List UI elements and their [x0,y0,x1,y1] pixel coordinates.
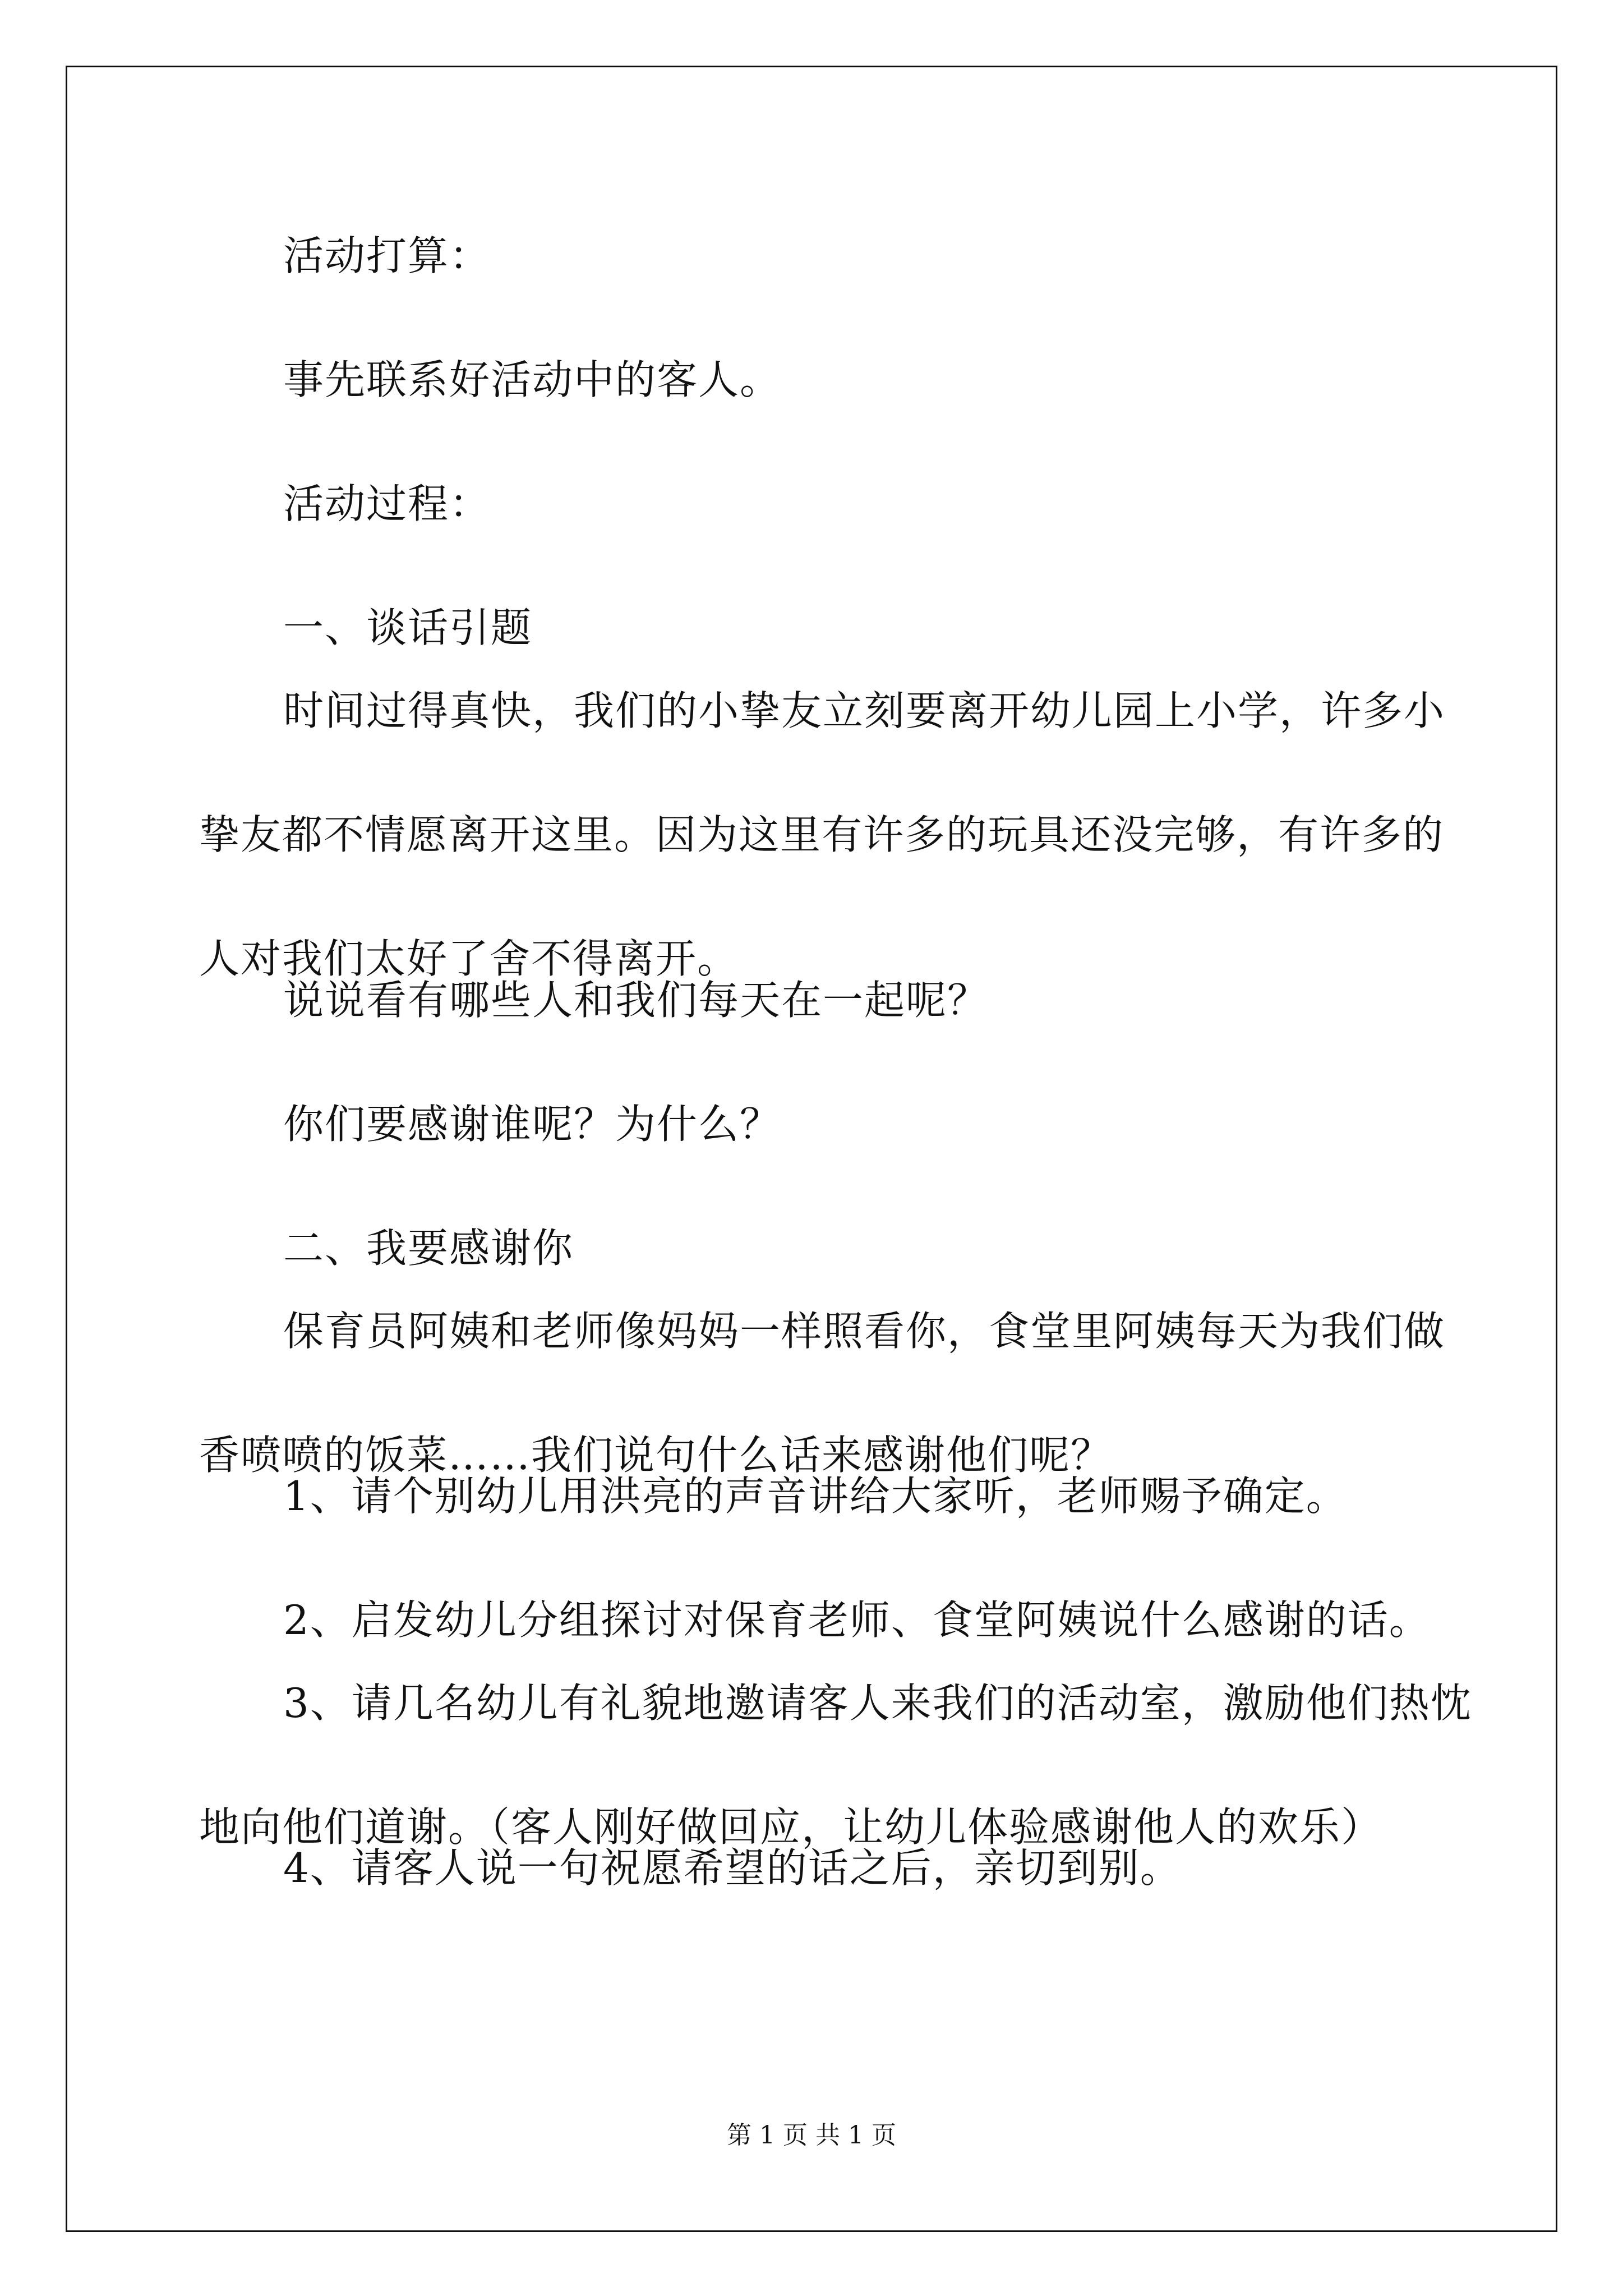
paragraph-line: 保育员阿姨和老师像妈妈一样照看你，食堂里阿姨每天为我们做 [283,1308,1446,1355]
paragraph-line: 人对我们太好了舍不得离开。 [199,935,739,982]
paragraph-time-flies [199,649,1446,1024]
paragraph-prepare-guests: 事先联系好活动中的客人。 [283,356,782,403]
list-item-1: 1、请个别幼儿用洪亮的声音讲给大家听，老师赐予确定。 [283,1473,1348,1520]
list-item-4: 4、请客人说一句祝愿希望的话之后，亲切到别。 [283,1844,1182,1892]
paragraph-line: 地向他们道谢。（客人刚好做回应，让幼儿体验感谢他人的欢乐） [199,1803,1383,1851]
heading-section-one: 一、谈话引题 [283,604,533,651]
paragraph-line: 3、请几名幼儿有礼貌地邀请客人来我们的活动室，激励他们热忱 [283,1680,1472,1727]
paragraph-line: 香喷喷的饭菜……我们说句什么话来感谢他们呢？ [199,1432,1113,1479]
page-footer: 第 1 页 共 1 页 [727,2121,896,2150]
list-item-2: 2、启发幼儿分组探讨对保育老师、食堂阿姨说什么感谢的话。 [283,1596,1431,1644]
paragraph-who-to-thank: 你们要感谢谁呢？为什么？ [283,1101,782,1148]
paragraph-line: 挚友都不情愿离开这里。因为这里有许多的玩具还没完够，有许多的 [199,811,1445,858]
heading-section-two: 二、我要感谢你 [283,1225,574,1272]
paragraph-activity-plan: 活动打算： [283,232,491,279]
paragraph-activity-process: 活动过程： [283,480,491,527]
paragraph-line: 时间过得真快，我们的小挚友立刻要离开幼儿园上小学，许多小 [283,687,1446,734]
paragraph-who-with-us: 说说看有哪些人和我们每天在一起呢？ [283,977,989,1024]
